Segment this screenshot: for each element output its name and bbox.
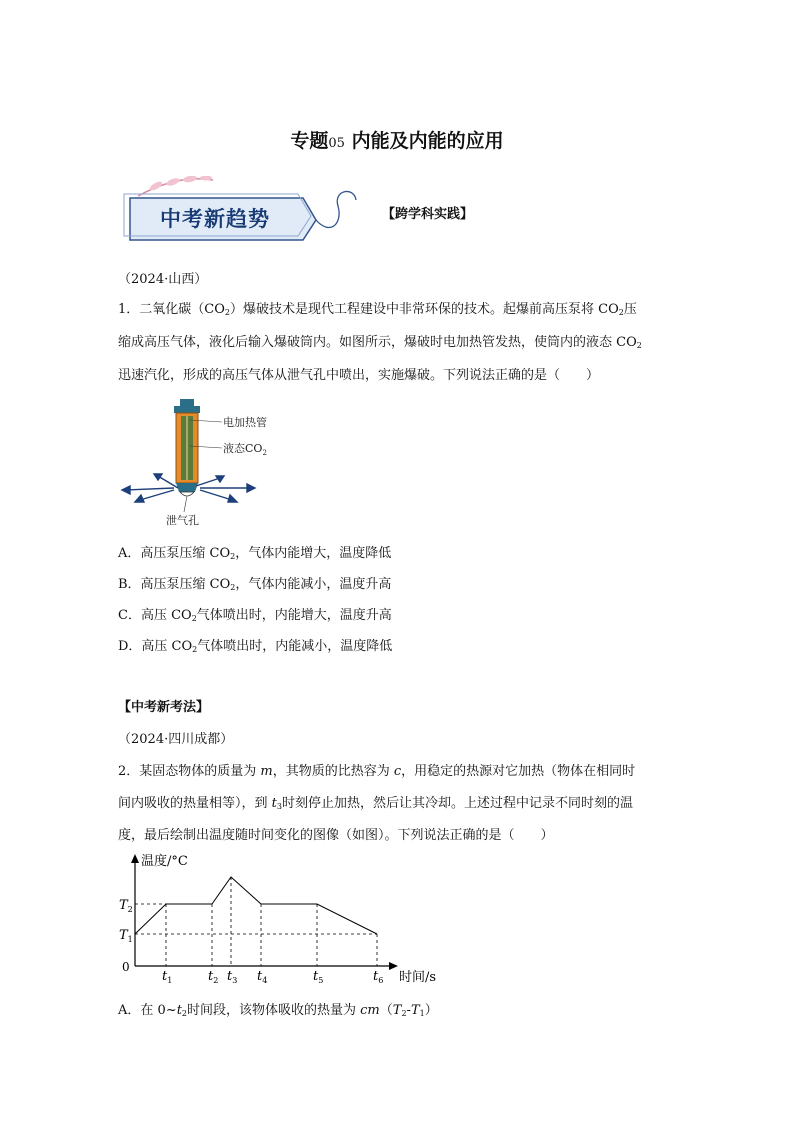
- label-heater: 电加热管: [223, 416, 267, 429]
- y-tick-T2: $T_2$: [119, 898, 133, 914]
- q2-stem-line1: 2．某固态物体的质量为 m，其物质的比热容为 c，用稳定的热源对它加热（物体在相同时: [118, 764, 636, 779]
- banner-title: 中考新趋势: [160, 207, 270, 231]
- co2-tube-figure: [118, 396, 268, 526]
- q1-option-a[interactable]: A．高压泵压缩 $CO_2$，气体内能增大，温度降低: [118, 546, 392, 561]
- label-vent: 泄气孔: [166, 514, 199, 526]
- temperature-time-chart: [118, 850, 478, 985]
- q1-stem-line1: 1．二氧化碳$(CO_2)$爆破技术是现代工程建设中非常环保的技术。起爆前高压泵将 $CO_2$压: [118, 302, 637, 317]
- page-title: 专题05 内能及内能的应用: [290, 130, 504, 152]
- q1-option-d[interactable]: D．高压 $CO_2$气体喷出时，内能减小，温度降低: [118, 639, 393, 654]
- q2-stem-line2: 间内吸收的热量相等），到 $t_3$时刻停止加热，然后让其冷却。上述过程中记录不同时刻的温: [118, 796, 633, 811]
- x-tick-t3: $t_3$: [227, 969, 238, 985]
- x-tick-t4: $t_4$: [257, 969, 268, 985]
- x-tick-t1: $t_1$: [162, 969, 173, 985]
- q2-source: （2024·四川成都）: [118, 732, 234, 747]
- banner-tag: 【跨学科实践】: [382, 207, 474, 222]
- y-axis-label: 温度/°C: [141, 854, 188, 869]
- x-tick-t2: $t_2$: [208, 969, 219, 985]
- label-liquid-co2: 液态$CO_2$: [223, 442, 267, 457]
- q1-option-c[interactable]: C．高压 $CO_2$气体喷出时，内能增大，温度升高: [118, 608, 392, 623]
- q2-option-a[interactable]: A．在 $0\sim t_2$时间段，该物体吸收的热量为 $cm(T_2-T_1)$: [118, 1003, 438, 1018]
- q2-stem-line3: 度，最后绘制出温度随时间变化的图像（如图）。下列说法正确的是（ ）: [118, 828, 554, 843]
- x-tick-t5: $t_5$: [313, 969, 324, 985]
- q1-stem-line2: 缩成高压气体，液化后输入爆破筒内。如图所示，爆破时电加热管发热，使筒内的液态 $CO_2$: [118, 335, 642, 350]
- y-tick-T1: $T_1$: [119, 928, 133, 944]
- q1-source: （2024·山西）: [118, 272, 208, 287]
- x-tick-t6: $t_6$: [373, 969, 384, 985]
- title-number: 05: [328, 136, 345, 151]
- q1-stem-line3: 迅速汽化，形成的高压气体从泄气孔中喷出，实施爆破。下列说法正确的是（ ）: [118, 368, 600, 383]
- section2-heading: 【中考新考法】: [118, 700, 210, 715]
- origin-label: 0: [122, 960, 130, 974]
- q1-option-b[interactable]: B．高压泵压缩 $CO_2$，气体内能减小，温度升高: [118, 577, 392, 592]
- x-axis-label: 时间/s: [399, 970, 437, 985]
- temperature-curve: [135, 877, 377, 934]
